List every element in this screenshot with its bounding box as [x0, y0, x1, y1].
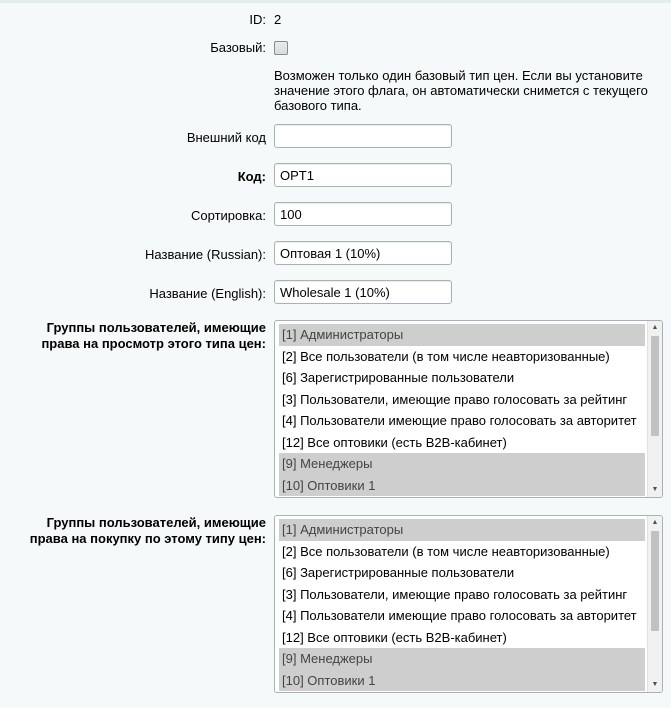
buy-groups-options: [279, 519, 645, 691]
name-ru-label: Название (Russian):: [145, 247, 266, 262]
list-option[interactable]: [1] Администраторы: [279, 324, 645, 346]
list-option[interactable]: [12] Все оптовики (есть B2B-кабинет): [282, 434, 507, 450]
buy-groups-label-line1: Группы пользователей, имеющие: [46, 515, 266, 530]
list-option[interactable]: [12] Все оптовики (есть B2B-кабинет): [282, 629, 507, 645]
list-option[interactable]: [3] Пользователи, имеющие право голосовать за рейтинг: [282, 586, 628, 602]
list-option[interactable]: [3] Пользователи, имеющие право голосовать за рейтинг: [282, 391, 628, 407]
xml-id-label: Внешний код: [186, 130, 266, 145]
view-groups-scroll-thumb[interactable]: [651, 336, 659, 436]
name-en-label: Название (English):: [149, 286, 266, 301]
sort-label: Сортировка:: [191, 208, 266, 223]
top-divider: [0, 0, 671, 3]
list-option[interactable]: [10] Оптовики 1: [279, 670, 645, 692]
code-label: Код:: [237, 169, 266, 184]
id-label: ID:: [249, 12, 266, 27]
list-option[interactable]: [6] Зарегистрированные пользователи: [282, 370, 515, 385]
view-groups-label-line2: права на просмотр этого типа цен:: [41, 336, 266, 351]
base-note: Возможен только один базовый тип цен. Если вы установите значение этого флага, он автоматически снимется с текущего базового типа.: [274, 68, 648, 113]
xml-id-input[interactable]: [274, 124, 452, 148]
buy-groups-label: [30, 515, 266, 547]
base-label: Базовый:: [210, 40, 266, 55]
scroll-up-arrow-icon[interactable]: ▲: [651, 519, 659, 526]
list-option[interactable]: [4] Пользователи имеющие право голосовать за авторитет: [282, 608, 637, 623]
list-option[interactable]: [1] Администраторы: [279, 519, 645, 541]
list-option[interactable]: [4] Пользователи имеющие право голосовать за авторитет: [282, 413, 637, 428]
buy-groups-scrollbar[interactable]: [647, 516, 662, 692]
code-input[interactable]: [274, 163, 452, 187]
name-en-input[interactable]: [274, 280, 452, 304]
scroll-down-arrow-icon[interactable]: ▼: [651, 681, 659, 688]
list-option[interactable]: [10] Оптовики 1: [279, 475, 645, 497]
scroll-up-arrow-icon[interactable]: ▲: [651, 324, 659, 331]
base-checkbox[interactable]: [274, 41, 288, 55]
list-option[interactable]: [9] Менеджеры: [279, 648, 645, 670]
view-groups-label-line1: Группы пользователей, имеющие: [46, 320, 266, 335]
view-groups-label: [41, 320, 266, 352]
buy-groups-scroll-thumb[interactable]: [651, 531, 659, 631]
buy-groups-listbox[interactable]: [274, 515, 663, 693]
sort-input[interactable]: [274, 202, 452, 226]
name-ru-input[interactable]: [274, 241, 452, 265]
list-option[interactable]: [2] Все пользователи (в том числе неавторизованные): [282, 348, 610, 364]
view-groups-scrollbar[interactable]: [647, 321, 662, 497]
buy-groups-label-line2: права на покупку по этому типу цен:: [29, 531, 266, 546]
view-groups-listbox[interactable]: [274, 320, 663, 498]
list-option[interactable]: [6] Зарегистрированные пользователи: [282, 565, 515, 580]
list-option[interactable]: [9] Менеджеры: [279, 453, 645, 475]
view-groups-options: [279, 324, 645, 496]
list-option[interactable]: [2] Все пользователи (в том числе неавторизованные): [282, 543, 610, 559]
scroll-down-arrow-icon[interactable]: ▼: [651, 486, 659, 493]
id-value: 2: [274, 12, 282, 27]
